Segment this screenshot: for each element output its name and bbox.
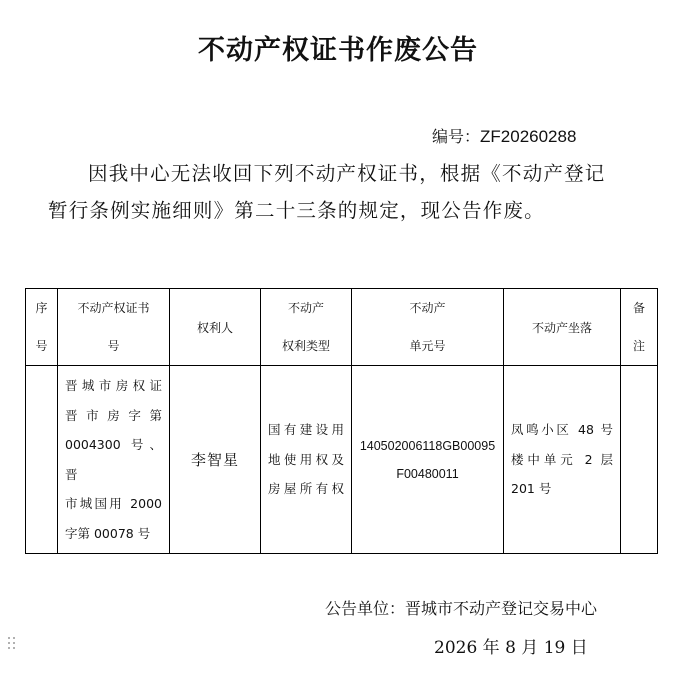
notice-paragraph-line-1: 因我中心无法收回下列不动产权证书，根据《不动产登记 bbox=[88, 162, 606, 185]
document-number-value: ZF20260288 bbox=[480, 127, 577, 146]
table-header-row bbox=[26, 289, 658, 366]
issue-date: 2026 年 8 月 19 日 bbox=[434, 638, 588, 658]
voided-certificates-table bbox=[25, 288, 658, 554]
header-unit-no: 不动产 单元号 bbox=[352, 289, 504, 366]
header-location: 不动产坐落 bbox=[504, 289, 621, 366]
cell-certificate-no: 晋城市房权证 晋市房字第 0004300 号、晋 市城国用 2000 字第 00078 号 bbox=[58, 366, 170, 554]
drag-handle-icon[interactable] bbox=[8, 637, 18, 653]
cell-location: 凤鸣小区 48 号 楼中单元 2 层 201 号 bbox=[504, 366, 621, 554]
table-row bbox=[26, 366, 658, 554]
document-number bbox=[432, 124, 576, 147]
cell-seq bbox=[26, 366, 58, 554]
cell-unit-no: 140502006118GB00095 F00480011 bbox=[352, 366, 504, 554]
header-certificate-no: 不动产权证书 号 bbox=[58, 289, 170, 366]
notice-paragraph-line-2: 暂行条例实施细则》第二十三条的规定，现公告作废。 bbox=[48, 199, 545, 222]
document-title: 不动产权证书作废公告 bbox=[198, 35, 478, 66]
header-holder: 权利人 bbox=[170, 289, 261, 366]
issuing-organization: 公告单位：晋城市不动产登记交易中心 bbox=[325, 599, 598, 618]
notice-paragraph bbox=[48, 155, 628, 229]
cell-remark bbox=[621, 366, 658, 554]
cell-right-type: 国有建设用 地使用权及 房屋所有权 bbox=[261, 366, 352, 554]
header-remark: 备 注 bbox=[621, 289, 658, 366]
cell-holder: 李智星 bbox=[170, 366, 261, 554]
header-right-type: 不动产 权利类型 bbox=[261, 289, 352, 366]
document-number-label: 编号： bbox=[432, 127, 481, 146]
header-seq: 序 号 bbox=[26, 289, 58, 366]
